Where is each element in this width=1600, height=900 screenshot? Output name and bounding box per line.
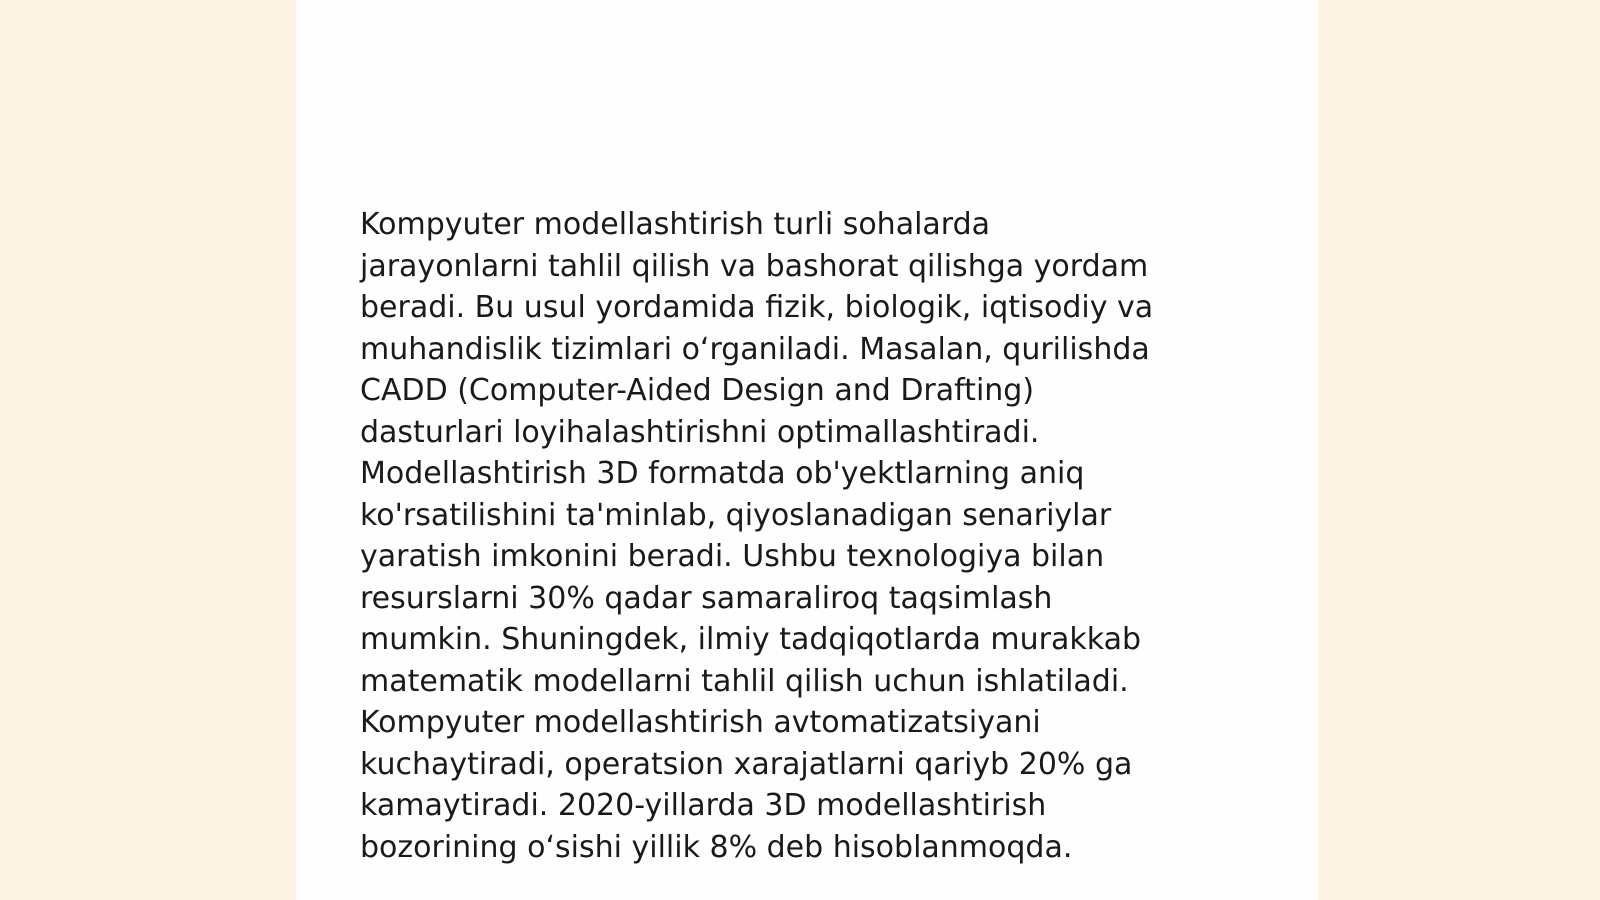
- paragraph-line: Kompyuter modellashtirish avtomatizatsiyani: [360, 705, 1041, 740]
- paragraph-line: resurslarni 30% qadar samaraliroq taqsimlash: [360, 580, 1053, 616]
- paragraph-line: beradi. Bu usul yordamida fizik, biologik, iqtisodiy va: [360, 290, 1154, 325]
- paragraph-line: kamaytiradi. 2020-yillarda 3D modellashtirish: [360, 788, 1047, 823]
- paragraph-line: muhandislik tizimlari o‘rganiladi. Masalan, qurilishda: [360, 331, 1150, 367]
- paragraph-line: CADD (Computer-Aided Design and Drafting): [360, 373, 1035, 408]
- paragraph-line: bozorining o‘sishi yillik 8% deb hisoblanmoqda.: [360, 829, 1073, 865]
- paragraph-line: jarayonlarni tahlil qilish va bashorat qilishga yordam: [360, 248, 1149, 284]
- paragraph-line: matematik modellarni tahlil qilish uchun ishlatiladi.: [360, 663, 1129, 699]
- paragraph-line: kuchaytiradi, operatsion xarajatlarni qariyb 20% ga: [360, 746, 1133, 782]
- paragraph-line: ko'rsatilishini ta'minlab, qiyoslanadigan senariylar: [360, 497, 1112, 533]
- paragraph-line: yaratish imkonini beradi. Ushbu texnologiya bilan: [360, 539, 1105, 574]
- paragraph-line: Kompyuter modellashtirish turli sohalarda: [360, 207, 991, 242]
- paragraph-line: Modellashtirish 3D formatda ob'yektlarning aniq: [360, 456, 1085, 491]
- paragraph-line: mumkin. Shuningdek, ilmiy tadqiqotlarda murakkab: [360, 622, 1142, 657]
- body-paragraph: [360, 204, 1260, 868]
- document-page: [296, 0, 1318, 900]
- paragraph-line: dasturlari loyihalashtirishni optimallashtiradi.: [360, 414, 1040, 450]
